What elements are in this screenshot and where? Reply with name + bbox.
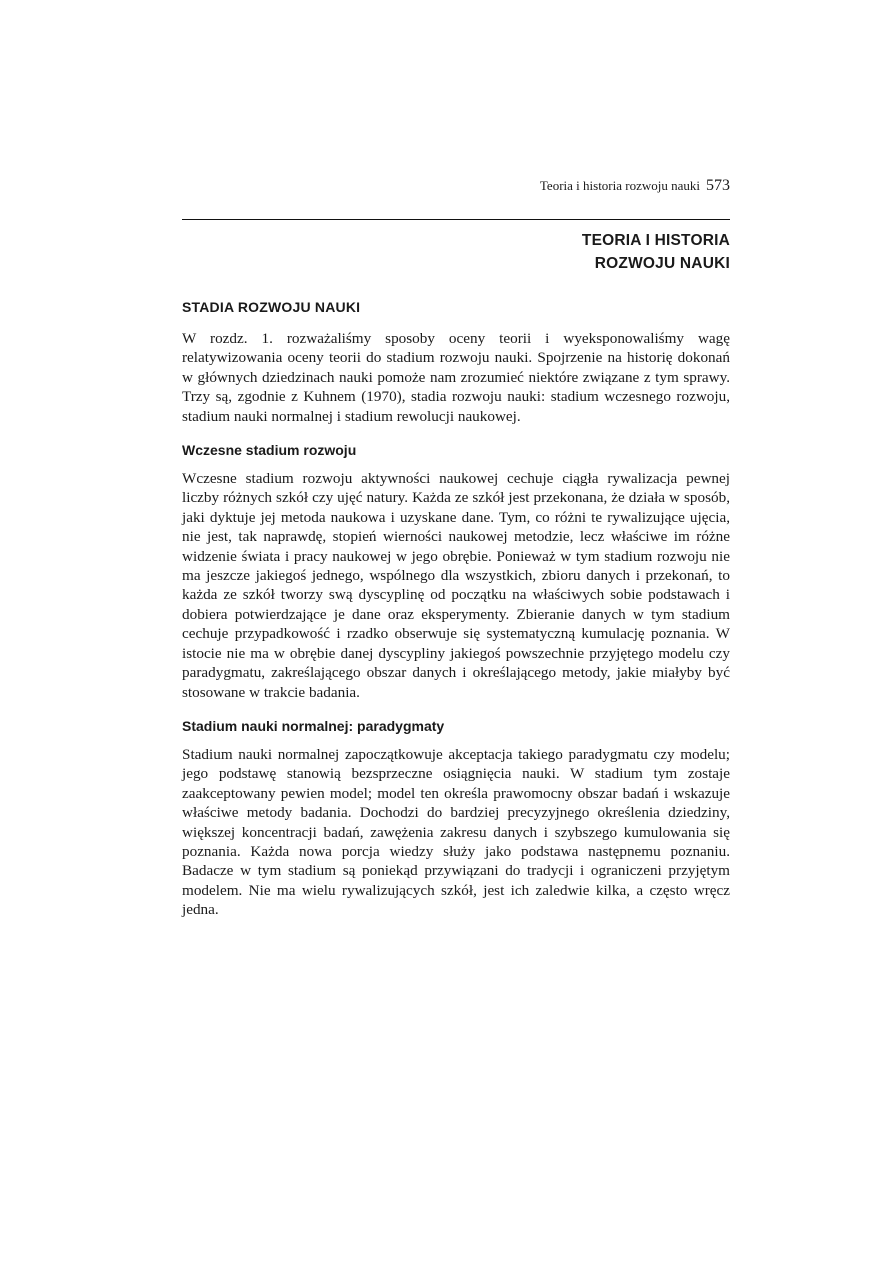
- subsection-paragraph-normal-science: Stadium nauki normalnej zapoczątkowuje akceptacja takiego paradygmatu czy modelu; jego podstawę stanowią bezsprzeczne osiągnięcia nauki. W stadium tym zostaje zaakceptowany pewien model; model ten określa prawomocny obszar badań i wskazuje właściwe metody badania. Dochodzi do bardziej precyzyjnego określenia dziedziny, większej koncentracji badań, zawężenia zakresu danych i szybszego kumulowania się poznania. Każda nowa porcja wiedzy służy jako podstawa następnemu poznaniu. Badacze w tym stadium są poniekąd przywiązani do tradycji i ograniczeni przyjętym modelem. Nie ma wielu rywalizujących szkół, jest ich zaledwie kilka, a często wręcz jedna.: [182, 745, 730, 919]
- chapter-title-line-1: TEORIA I HISTORIA: [581, 232, 730, 249]
- subsection-title-early-stage: Wczesne stadium rozwoju: [182, 442, 357, 459]
- book-page: [182, 172, 730, 920]
- section-intro-paragraph: W rozdz. 1. rozważaliśmy sposoby oceny teorii i wyeksponowaliśmy wagę relatywizowania oceny teorii do stadium rozwoju nauki. Spojrzenie na historię dokonań w głównych dziedzinach nauki pomoże nam zrozumieć niektóre związane z tym sprawy. Trzy są, zgodnie z Kuhnem (1970), stadia rozwoju nauki: stadium wczesnego rozwoju, stadium nauki normalnej i stadium rewolucji naukowej.: [182, 330, 730, 425]
- section-title: STADIA ROZWOJU NAUKI: [182, 299, 361, 315]
- header-rule: [182, 219, 730, 220]
- subsection-title-normal-science: Stadium nauki normalnej: paradygmaty: [182, 717, 445, 734]
- chapter-title-line-2: ROZWOJU NAUKI: [594, 255, 730, 272]
- subsection-paragraph-early-stage: Wczesne stadium rozwoju aktywności naukowej cechuje ciągła rywalizacja pewnej liczby różnych szkół czy ujęć natury. Każda ze szkół jest przekonana, że działa w sposób, jaki dyktuje jej metoda naukowa i uzyskane dane. Tym, co różni te rywalizujące ujęcia, nie jest, tak naprawdę, stopień wierności naukowej metodzie, lecz właściwe im różne widzenie świata i pracy naukowej w jego obrębie. Ponieważ w tym stadium rozwoju nie ma jeszcze jakiegoś jednego, wspólnego dla wszystkich, zbioru danych i przekonań, to każda ze szkół tworzy swą dyscyplinę od początku na właściwych sobie podstawach i dobiera potwierdzające je dane oraz eksperymenty. Zbieranie danych w tym stadium cechuje przypadkowość i rzadko obserwuje się systematyczną kumulację poznania. W istocie nie ma w obrębie danej dyscypliny jakiegoś powszechnie przyjętego modelu czy paradygmatu, zakreślającego obszar danych i określającego metody, jakie miałyby być stosowane w trakcie badania.: [182, 470, 730, 701]
- page-number: 573: [706, 177, 730, 194]
- running-head-title: Teoria i historia rozwoju nauki: [539, 178, 700, 193]
- chapter-title: [182, 229, 730, 275]
- running-head: [182, 172, 730, 200]
